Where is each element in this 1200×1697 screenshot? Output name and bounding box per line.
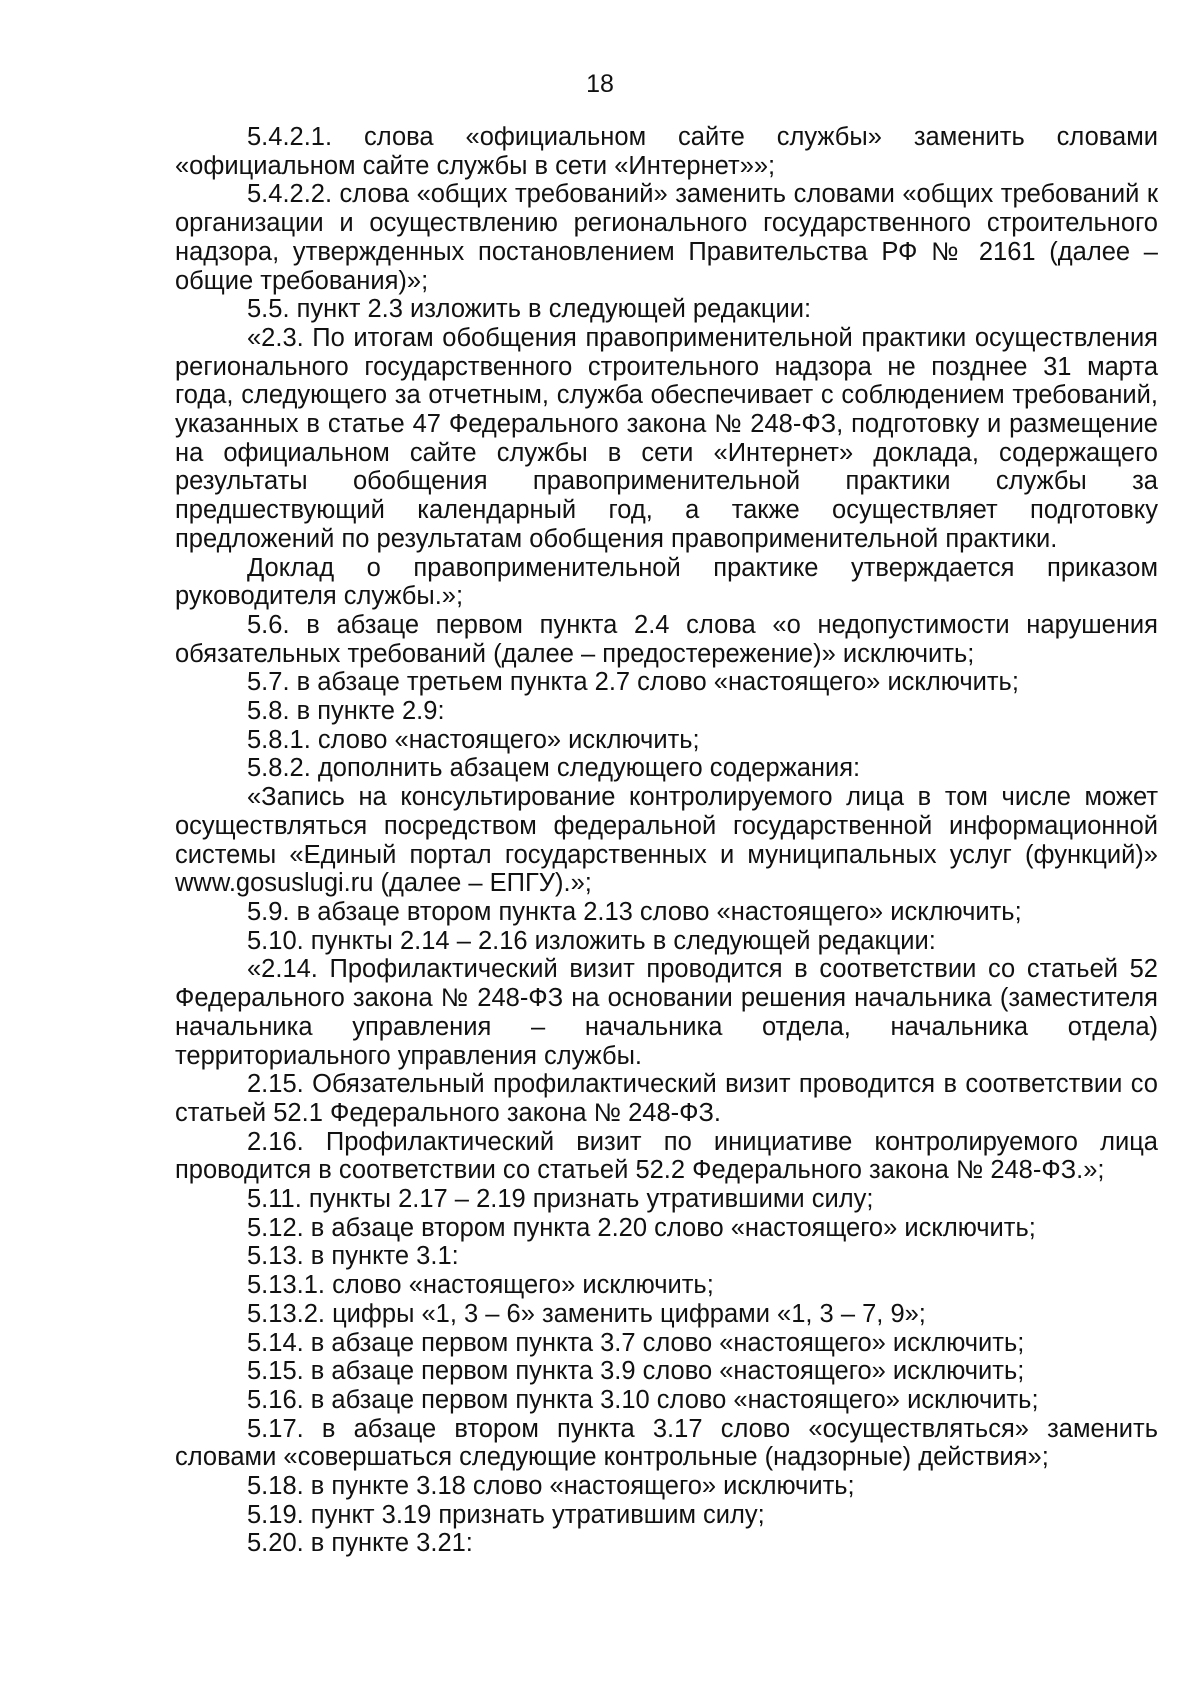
paragraph: 5.5. пункт 2.3 изложить в следующей редакции:: [247, 295, 812, 324]
paragraph: 5.17. в абзаце втором пункта 3.17 слово «осуществляться» заменить словами «совершаться следующие контрольные (надзорные) действия»;: [175, 1414, 1158, 1472]
paragraph: 5.13. в пункте 3.1:: [247, 1242, 459, 1271]
paragraph: 5.8.1. слово «настоящего» исключить;: [247, 725, 700, 754]
paragraph: «Запись на консультирование контролируемого лица в том числе может осуществляться посредством федеральной государственной информационной системы «Единый портал государственных и муниципальных услуг (функций)» www.gosuslugi.ru (далее – ЕПГУ).»;: [175, 783, 1158, 898]
paragraph: 5.11. пункты 2.17 – 2.19 признать утратившими силу;: [247, 1185, 874, 1214]
paragraph: Доклад о правоприменительной практике утверждается приказом руководителя службы.»;: [175, 553, 1158, 611]
paragraph: 5.4.2.2. слова «общих требований» заменить словами «общих требований к организации и осуществлению регионального государственного строительного надзора, утвержденных постановлением Правительства РФ № 2161 (далее – общие требования)»;: [175, 180, 1158, 295]
paragraph: 5.7. в абзаце третьем пункта 2.7 слово «настоящего» исключить;: [247, 668, 1019, 697]
paragraph: 5.19. пункт 3.19 признать утратившим силу;: [247, 1500, 765, 1529]
paragraph: 5.12. в абзаце втором пункта 2.20 слово «настоящего» исключить;: [247, 1213, 1036, 1242]
paragraph: 5.13.1. слово «настоящего» исключить;: [247, 1271, 714, 1300]
paragraph: «2.14. Профилактический визит проводится в соответствии со статьей 52 Федерального закона № 248-ФЗ на основании решения начальника (заместителя начальника управления – начальника отдела, начальника отдела) территориального управления службы.: [175, 955, 1158, 1070]
paragraph: 5.8. в пункте 2.9:: [247, 697, 445, 726]
paragraph: 5.4.2.1. слова «официальном сайте службы» заменить словами «официальном сайте службы в сети «Интернет»»;: [175, 123, 1158, 180]
paragraph: «2.3. По итогам обобщения правоприменительной практики осуществления регионального государственного строительного надзора не позднее 31 марта года, следующего за отчетным, служба обеспечивает с соблюдением требований, указанных в статье 47 Федерального закона № 248-ФЗ, подготовку и размещение на официальном сайте службы в сети «Интернет» доклада, содержащего результаты обобщения правоприменительной практики службы за предшествующий календарный год, а также осуществляет подготовку предложений по результатам обобщения правоприменительной практики.: [175, 323, 1158, 553]
paragraph: 5.13.2. цифры «1, 3 – 6» заменить цифрами «1, 3 – 7, 9»;: [247, 1299, 926, 1328]
paragraph: 5.6. в абзаце первом пункта 2.4 слова «о недопустимости нарушения обязательных требований (далее – предостережение)» исключить;: [175, 610, 1158, 668]
paragraph: 5.14. в абзаце первом пункта 3.7 слово «настоящего» исключить;: [247, 1328, 1025, 1357]
paragraph: 5.20. в пункте 3.21:: [247, 1529, 473, 1558]
paragraph: 2.15. Обязательный профилактический визит проводится в соответствии со статьей 52.1 Федерального закона № 248-ФЗ.: [175, 1070, 1158, 1127]
page-number: 18: [586, 70, 614, 98]
paragraph: 5.9. в абзаце втором пункта 2.13 слово «настоящего» исключить;: [247, 897, 1022, 926]
paragraph: 5.18. в пункте 3.18 слово «настоящего» исключить;: [247, 1472, 855, 1501]
paragraph: 5.16. в абзаце первом пункта 3.10 слово «настоящего» исключить;: [247, 1385, 1039, 1414]
paragraph: 2.16. Профилактический визит по инициативе контролируемого лица проводится в соответствии со статьей 52.2 Федерального закона № 248-ФЗ.»;: [175, 1127, 1158, 1185]
paragraph: 5.8.2. дополнить абзацем следующего содержания:: [247, 754, 861, 783]
paragraph: 5.15. в абзаце первом пункта 3.9 слово «настоящего» исключить;: [247, 1357, 1025, 1386]
document-body: [175, 123, 1158, 1558]
paragraph: 5.10. пункты 2.14 – 2.16 изложить в следующей редакции:: [247, 926, 936, 955]
